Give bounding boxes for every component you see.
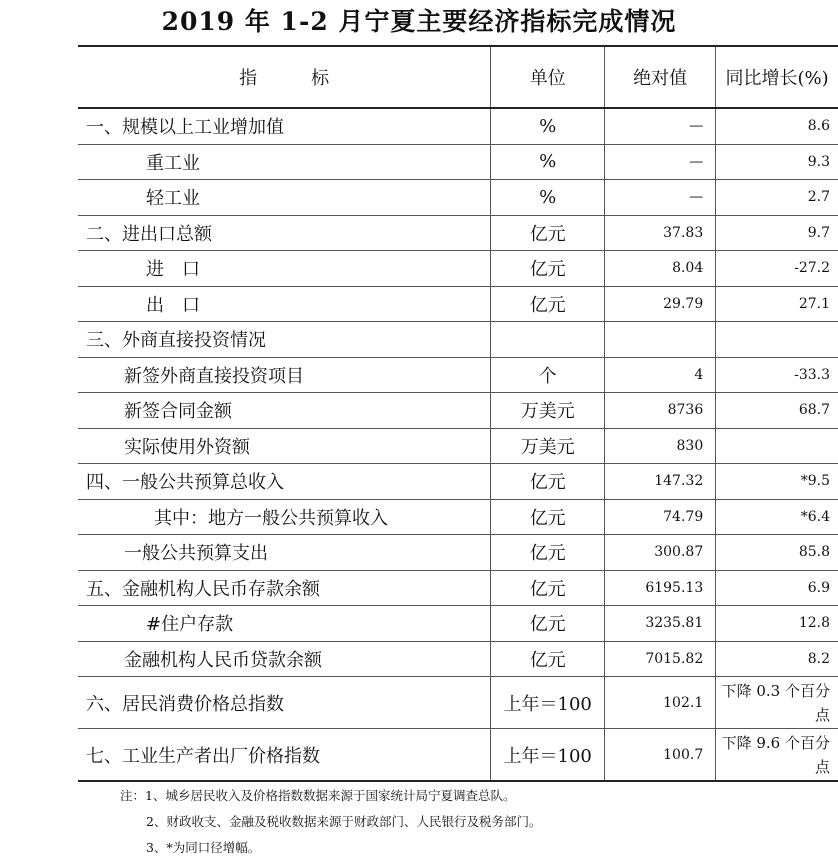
row-unit: 亿元 [491, 535, 605, 571]
row-yoy: 8.2 [716, 641, 838, 677]
row-item: 六、居民消费价格总指数 [78, 677, 491, 729]
row-item: 新签外商直接投资项目 [78, 357, 491, 393]
footnotes [120, 783, 541, 861]
row-yoy: 85.8 [716, 535, 838, 571]
row-abs: 3235.81 [605, 606, 716, 642]
table-row [78, 322, 838, 358]
row-unit: 上年＝100 [491, 729, 605, 782]
row-abs: 102.1 [605, 677, 716, 729]
row-abs: 830 [605, 428, 716, 464]
table-row [78, 464, 838, 500]
row-unit: 亿元 [491, 570, 605, 606]
table-row [78, 641, 838, 677]
table-header-row [78, 46, 838, 108]
row-abs: 8736 [605, 393, 716, 429]
row-unit: % [491, 144, 605, 180]
header-yoy: 同比增长(%) [716, 46, 838, 108]
row-item: 三、外商直接投资情况 [78, 322, 491, 358]
row-abs: 29.79 [605, 286, 716, 322]
row-item: 七、工业生产者出厂价格指数 [78, 729, 491, 782]
row-item: #住户存款 [78, 606, 491, 642]
row-unit: 亿元 [491, 641, 605, 677]
row-yoy: 68.7 [716, 393, 838, 429]
row-unit: 万美元 [491, 393, 605, 429]
table-row [78, 535, 838, 571]
row-yoy: -33.3 [716, 357, 838, 393]
row-unit: % [491, 108, 605, 144]
row-abs: 4 [605, 357, 716, 393]
row-yoy: 8.6 [716, 108, 838, 144]
header-absolute: 绝对值 [605, 46, 716, 108]
indicator-table [78, 45, 838, 782]
row-item: 五、金融机构人民币存款余额 [78, 570, 491, 606]
row-unit: 亿元 [491, 464, 605, 500]
row-item: 新签合同金额 [78, 393, 491, 429]
row-unit: 亿元 [491, 499, 605, 535]
row-yoy [716, 428, 838, 464]
row-item: 金融机构人民币贷款余额 [78, 641, 491, 677]
row-yoy: -27.2 [716, 251, 838, 287]
row-unit: 个 [491, 357, 605, 393]
table-row [78, 499, 838, 535]
row-yoy [716, 322, 838, 358]
row-yoy: 6.9 [716, 570, 838, 606]
row-unit: 亿元 [491, 251, 605, 287]
page-title: 2019 年 1-2 月宁夏主要经济指标完成情况 [161, 7, 677, 36]
footnote-3: 3、*为同口径增幅。 [146, 840, 261, 855]
row-item: 出 口 [78, 286, 491, 322]
row-yoy: 9.7 [716, 215, 838, 251]
row-item: 进 口 [78, 251, 491, 287]
table-row [78, 215, 838, 251]
row-abs: — [605, 144, 716, 180]
row-abs: 74.79 [605, 499, 716, 535]
row-unit: 万美元 [491, 428, 605, 464]
row-unit: 亿元 [491, 286, 605, 322]
row-abs: 300.87 [605, 535, 716, 571]
table-row [78, 393, 838, 429]
footnote-2: 2、财政收支、金融及税收数据来源于财政部门、人民银行及税务部门。 [146, 814, 542, 829]
row-yoy: 12.8 [716, 606, 838, 642]
table-row [78, 677, 838, 729]
row-abs: 147.32 [605, 464, 716, 500]
row-unit: 亿元 [491, 215, 605, 251]
row-abs: — [605, 108, 716, 144]
footnote-1: 注：1、城乡居民收入及价格指数数据来源于国家统计局宁夏调查总队。 [120, 788, 516, 803]
row-yoy: 9.3 [716, 144, 838, 180]
row-item: 一、规模以上工业增加值 [78, 108, 491, 144]
row-abs: 7015.82 [605, 641, 716, 677]
row-unit: 上年＝100 [491, 677, 605, 729]
table-row [78, 180, 838, 216]
table-row [78, 286, 838, 322]
table-row [78, 729, 838, 782]
row-item: 二、进出口总额 [78, 215, 491, 251]
row-abs: 8.04 [605, 251, 716, 287]
row-item: 其中：地方一般公共预算收入 [78, 499, 491, 535]
header-item: 指 标 [78, 46, 491, 108]
row-unit [491, 322, 605, 358]
table-row [78, 606, 838, 642]
row-abs: 6195.13 [605, 570, 716, 606]
row-yoy: 2.7 [716, 180, 838, 216]
row-yoy: 下降 9.6 个百分点 [716, 729, 838, 782]
table-row [78, 144, 838, 180]
row-yoy: *6.4 [716, 499, 838, 535]
row-yoy: 27.1 [716, 286, 838, 322]
row-item: 四、一般公共预算总收入 [78, 464, 491, 500]
row-unit: 亿元 [491, 606, 605, 642]
table-row [78, 357, 838, 393]
row-yoy: *9.5 [716, 464, 838, 500]
header-unit: 单位 [491, 46, 605, 108]
row-unit: % [491, 180, 605, 216]
table-row [78, 251, 838, 287]
row-item: 重工业 [78, 144, 491, 180]
row-item: 轻工业 [78, 180, 491, 216]
table-row [78, 108, 838, 144]
row-abs: 100.7 [605, 729, 716, 782]
row-abs: — [605, 180, 716, 216]
row-abs: 37.83 [605, 215, 716, 251]
table-row [78, 570, 838, 606]
row-yoy: 下降 0.3 个百分点 [716, 677, 838, 729]
row-item: 实际使用外资额 [78, 428, 491, 464]
table-row [78, 428, 838, 464]
row-item: 一般公共预算支出 [78, 535, 491, 571]
row-abs [605, 322, 716, 358]
